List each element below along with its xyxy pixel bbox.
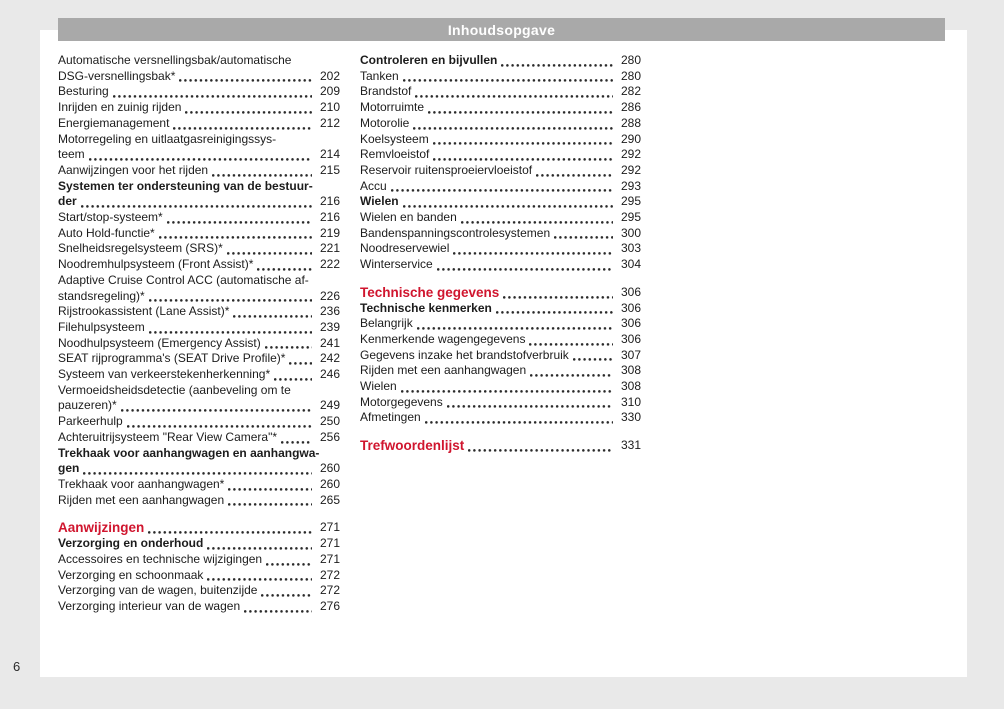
toc-entry-page-number: 292: [620, 162, 641, 177]
toc-entry-label: Trekhaak voor aanhangwagen*: [58, 476, 225, 491]
toc-entry-label: Snelheidsregelsysteem (SRS)*: [58, 241, 223, 256]
toc-entry: [58, 257, 340, 273]
toc-entry-page-number: 215: [319, 162, 340, 177]
dotted-leader: [261, 594, 312, 597]
toc-entry: [360, 316, 641, 332]
toc-entry: [58, 84, 340, 100]
toc-entry: [360, 147, 641, 163]
toc-entry-label: Afmetingen: [360, 410, 421, 425]
dotted-leader: [266, 563, 312, 566]
toc-entry: [58, 367, 340, 383]
toc-entry: [58, 132, 340, 163]
toc-entry-label: Technische kenmerken: [360, 300, 492, 315]
toc-entry-page-number: 210: [319, 100, 340, 115]
toc-entry: [58, 163, 340, 179]
toc-entry-page-number: 295: [620, 210, 641, 225]
dotted-leader: [536, 174, 613, 177]
toc-entry-row: [360, 147, 641, 163]
toc-entry-row: [360, 348, 641, 364]
toc-entry: [58, 241, 340, 257]
toc-entry-page-number: 282: [620, 84, 641, 99]
toc-entry: [360, 363, 641, 379]
dotted-leader: [149, 331, 312, 334]
toc-entry-label: teem: [58, 147, 85, 162]
toc-entry-page-number: 307: [620, 347, 641, 362]
dotted-leader: [159, 236, 312, 239]
toc-entry-label: Bandenspanningscontrolesystemen: [360, 225, 551, 240]
toc-entry-label: Wielen: [360, 379, 397, 394]
toc-entry: [360, 84, 641, 100]
toc-entry-row: [58, 583, 340, 599]
toc-entry-row: [360, 226, 641, 242]
toc-entry: [58, 226, 340, 242]
dotted-leader: [212, 174, 312, 177]
toc-entry-row: [58, 520, 340, 536]
toc-entry-page-number: 280: [620, 68, 641, 83]
toc-entry-row: [360, 69, 641, 85]
toc-entry-label: Koelsysteem: [360, 131, 429, 146]
dotted-leader: [265, 346, 312, 349]
toc-entry-label: Filehulpsysteem: [58, 319, 145, 334]
toc-entry-label: Verzorging en onderhoud: [58, 536, 204, 551]
toc-entry-page-number: 271: [319, 536, 340, 551]
dotted-leader: [415, 95, 613, 98]
toc-entry-row: [58, 461, 340, 477]
toc-entry-row: [58, 536, 340, 552]
toc-entry-row: [360, 116, 641, 132]
toc-entry-label: Accu: [360, 178, 387, 193]
toc-entry-page-number: 306: [620, 331, 641, 346]
toc-entry-label: Brandstof: [360, 84, 412, 99]
toc-entry-label: DSG-versnellingsbak*: [58, 68, 176, 83]
toc-entry-page-number: 272: [319, 567, 340, 582]
toc-entry-row: [58, 568, 340, 584]
toc-entry-label: Wielen en banden: [360, 210, 457, 225]
toc-entry-row: [360, 410, 641, 426]
toc-entry-label: Remvloeistof: [360, 147, 430, 162]
dotted-leader: [468, 449, 613, 452]
toc-entry-label: Systeem van verkeerstekenherkenning*: [58, 367, 271, 382]
toc-entry-row: [360, 332, 641, 348]
toc-entry-row: [58, 257, 340, 273]
toc-entry: [58, 210, 340, 226]
toc-entry: [58, 351, 340, 367]
toc-entry-page-number: 304: [620, 257, 641, 272]
toc-entry-row: [360, 241, 641, 257]
toc-entry-row: [360, 163, 641, 179]
dotted-leader: [428, 111, 613, 114]
toc-entry-row: [58, 493, 340, 509]
toc-entry-label: Achteruitrijsysteem "Rear View Camera"*: [58, 429, 278, 444]
toc-entry: [360, 100, 641, 116]
toc-entry-page-number: 271: [319, 551, 340, 566]
toc-entry-row: [58, 163, 340, 179]
toc-entry-row: [360, 316, 641, 332]
toc-entry: [360, 69, 641, 85]
toc-entry-label: der: [58, 194, 77, 209]
toc-entry-row: [58, 210, 340, 226]
toc-entry-label: Rijden met een aanhangwagen: [58, 492, 225, 507]
toc-entry: [58, 100, 340, 116]
dotted-leader: [274, 378, 312, 381]
toc-entry-label: Motorgegevens: [360, 394, 443, 409]
toc-entry-page-number: 286: [620, 100, 641, 115]
dotted-leader: [554, 236, 613, 239]
dotted-leader: [391, 189, 613, 192]
toc-entry-row: [360, 301, 641, 317]
toc-entry-page-number: 292: [620, 147, 641, 162]
toc-entry-page-number: 209: [319, 84, 340, 99]
toc-entry-page-number: 212: [319, 115, 340, 130]
toc-entry-label: Noodhulpsysteem (Emergency Assist): [58, 335, 261, 350]
toc-entry-row: [360, 379, 641, 395]
toc-entry-page-number: 306: [620, 300, 641, 315]
toc-entry: [360, 332, 641, 348]
toc-entry-label-line: Trekhaak voor aanhangwagen en aanhangwa-: [58, 445, 320, 460]
dotted-leader: [244, 610, 312, 613]
toc-entry: [360, 163, 641, 179]
dotted-leader: [413, 127, 613, 130]
toc-entry-page-number: 306: [620, 284, 641, 299]
toc-entry-row: [360, 132, 641, 148]
dotted-leader: [173, 127, 312, 130]
dotted-leader: [281, 441, 312, 444]
toc-entry-row: [360, 257, 641, 273]
toc-entry: [360, 257, 641, 273]
toc-entry-row: [58, 100, 340, 116]
toc-entry-page-number: 330: [620, 410, 641, 425]
toc-entry-label: Wielen: [360, 194, 399, 209]
toc-entry-page-number: 276: [319, 598, 340, 613]
toc-entry-row: [360, 179, 641, 195]
page-title: Inhoudsopgave: [447, 21, 556, 38]
toc-entry-page-number: 272: [319, 583, 340, 598]
toc-entry-label: Verzorging van de wagen, buitenzijde: [58, 583, 258, 598]
toc-entry-page-number: 216: [319, 194, 340, 209]
toc-entry-label: Auto Hold-functie*: [58, 225, 155, 240]
toc-entry-label: Besturing: [58, 84, 109, 99]
toc-entry-label: Rijden met een aanhangwagen: [360, 363, 527, 378]
toc-entry-label: Noodreservewiel: [360, 241, 450, 256]
toc-entry-row: [58, 477, 340, 493]
toc-entry-row: [58, 116, 340, 132]
toc-entry-label: Belangrijk: [360, 316, 413, 331]
toc-entry-page-number: 271: [319, 520, 340, 535]
toc-entry-row: [360, 53, 641, 69]
toc-entry-row: [360, 363, 641, 379]
dotted-leader: [461, 221, 613, 224]
toc-column-right: [360, 53, 641, 615]
dotted-leader: [417, 327, 613, 330]
toc-entry-label: Energiemanagement: [58, 115, 170, 130]
toc-entry: [360, 53, 641, 69]
toc-entry-row: [58, 552, 340, 568]
toc-entry: [58, 536, 340, 552]
dotted-leader: [148, 531, 312, 534]
toc-entry: [58, 477, 340, 493]
toc-entry-label: Parkeerhulp: [58, 414, 123, 429]
toc-entry-row: [58, 367, 340, 383]
dotted-leader: [501, 64, 613, 67]
toc-entry-label: Trefwoordenlijst: [360, 438, 465, 454]
dotted-leader: [227, 252, 312, 255]
toc-entry-label: gen: [58, 461, 80, 476]
toc-entry-row: [360, 395, 641, 411]
toc-entry-label: Motorruimte: [360, 100, 425, 115]
dotted-leader: [228, 488, 312, 491]
toc-entry-page-number: 290: [620, 131, 641, 146]
toc-entry-label: Start/stop-systeem*: [58, 210, 163, 225]
dotted-leader: [127, 425, 312, 428]
toc-entry: [360, 179, 641, 195]
toc-entry: [360, 116, 641, 132]
toc-entry-page-number: 242: [319, 351, 340, 366]
dotted-leader: [167, 221, 312, 224]
toc-entry-page-number: 216: [319, 210, 340, 225]
dotted-leader: [433, 158, 613, 161]
toc-entry-row: [58, 84, 340, 100]
toc-entry-page-number: 221: [319, 241, 340, 256]
toc-entry-label: Controleren en bijvullen: [360, 53, 498, 67]
toc-entry-page-number: 202: [319, 68, 340, 83]
dotted-leader: [433, 142, 613, 145]
toc-entry: [58, 53, 340, 84]
page-number: 6: [13, 659, 21, 674]
toc-entry-page-number: 293: [620, 178, 641, 193]
toc-entry: [58, 273, 340, 304]
dotted-leader: [113, 95, 312, 98]
toc-entry: [360, 438, 641, 454]
dotted-leader: [403, 205, 613, 208]
toc-entry: [360, 395, 641, 411]
toc-entry-label-line: Motorregeling en uitlaatgasreinigingssys-: [58, 131, 277, 146]
toc-entry-row: [360, 285, 641, 301]
dotted-leader: [228, 503, 312, 506]
toc-entry-row: [360, 210, 641, 226]
dotted-leader: [89, 158, 312, 161]
dotted-leader: [447, 405, 613, 408]
toc-entry-row: [58, 351, 340, 367]
toc-entry-page-number: 306: [620, 316, 641, 331]
toc-entry: [360, 285, 641, 301]
toc-entry: [58, 414, 340, 430]
toc-entry: [360, 410, 641, 426]
toc-entry-page-number: 310: [620, 394, 641, 409]
toc-entry-page-number: 222: [319, 257, 340, 272]
toc-entry: [360, 194, 641, 210]
toc-entry: [58, 552, 340, 568]
dotted-leader: [401, 390, 613, 393]
toc-entry-label: Aanwijzingen: [58, 520, 145, 536]
toc-entry: [360, 348, 641, 364]
toc-entry: [58, 430, 340, 446]
dotted-leader: [121, 409, 312, 412]
toc-entry-page-number: 239: [319, 319, 340, 334]
toc-entry-row: [58, 398, 340, 414]
toc-entry-page-number: 331: [620, 438, 641, 453]
toc-entry: [360, 132, 641, 148]
toc-entry: [58, 320, 340, 336]
toc-entry-page-number: 250: [319, 414, 340, 429]
toc-entry-page-number: 214: [319, 147, 340, 162]
toc-entry-label: pauzeren)*: [58, 398, 117, 413]
toc-entry: [58, 304, 340, 320]
toc-entry-label: Aanwijzingen voor het rijden: [58, 162, 209, 177]
dotted-leader: [179, 79, 312, 82]
dotted-leader: [289, 362, 312, 365]
toc-entry-row: [360, 84, 641, 100]
toc-entry-page-number: 308: [620, 379, 641, 394]
dotted-leader: [83, 472, 312, 475]
toc-entry-row: [360, 194, 641, 210]
dotted-leader: [81, 205, 312, 208]
toc-entry-row: [58, 289, 340, 305]
toc-entry-label: Tanken: [360, 68, 399, 83]
dotted-leader: [573, 358, 613, 361]
toc-entry-label: Kenmerkende wagengegevens: [360, 331, 526, 346]
toc-entry-row: [58, 599, 340, 615]
toc-entry: [58, 568, 340, 584]
toc-entry: [58, 116, 340, 132]
toc-entry-label: Verzorging en schoonmaak: [58, 567, 204, 582]
toc-entry: [58, 179, 340, 210]
toc-columns: [58, 53, 641, 615]
toc-entry-label: Noodremhulpsysteem (Front Assist)*: [58, 257, 254, 272]
toc-entry-row: [360, 438, 641, 454]
dotted-leader: [403, 79, 613, 82]
toc-entry: [58, 493, 340, 509]
toc-entry-label: Inrijden en zuinig rijden: [58, 100, 182, 115]
toc-entry-row: [58, 320, 340, 336]
toc-entry-label-line: Vermoeidsheidsdetectie (aanbeveling om te: [58, 382, 291, 397]
toc-entry-label: Rijstrookassistent (Lane Assist)*: [58, 304, 230, 319]
toc-entry-label: SEAT rijprogramma's (SEAT Drive Profile)*: [58, 351, 286, 366]
dotted-leader: [425, 421, 613, 424]
toc-entry-page-number: 300: [620, 225, 641, 240]
toc-entry-label: Motorolie: [360, 115, 410, 130]
toc-entry: [360, 241, 641, 257]
toc-entry: [360, 210, 641, 226]
toc-entry: [360, 226, 641, 242]
dotted-leader: [233, 315, 312, 318]
toc-entry-row: [58, 304, 340, 320]
toc-entry: [58, 520, 340, 536]
toc-entry-row: [58, 414, 340, 430]
toc-entry-page-number: 260: [319, 461, 340, 476]
toc-entry: [58, 336, 340, 352]
toc-entry-label-line: Adaptive Cruise Control ACC (automatische af-: [58, 272, 309, 287]
toc-entry-label-line: Systemen ter ondersteuning van de bestuur-: [58, 178, 313, 193]
toc-entry-row: [58, 194, 340, 210]
dotted-leader: [530, 374, 613, 377]
toc-entry-row: [58, 241, 340, 257]
toc-entry: [58, 383, 340, 414]
dotted-leader: [453, 252, 613, 255]
toc-entry: [58, 446, 340, 477]
toc-entry-label-line: Automatische versnellingsbak/automatische: [58, 53, 292, 67]
toc-entry-label: Reservoir ruitensproeiervloeistof: [360, 162, 533, 177]
toc-entry-page-number: 288: [620, 115, 641, 130]
dotted-leader: [185, 111, 312, 114]
toc-entry-row: [58, 336, 340, 352]
toc-entry-page-number: 236: [319, 304, 340, 319]
toc-entry-label: Technische gegevens: [360, 284, 500, 300]
dotted-leader: [437, 268, 613, 271]
toc-entry-page-number: 256: [319, 429, 340, 444]
toc-entry-page-number: 303: [620, 241, 641, 256]
dotted-leader: [529, 343, 613, 346]
toc-entry-row: [58, 69, 340, 85]
toc-entry: [58, 599, 340, 615]
dotted-leader: [496, 311, 613, 314]
toc-entry-label: Verzorging interieur van de wagen: [58, 598, 241, 613]
toc-entry-page-number: 241: [319, 335, 340, 350]
toc-entry-page-number: 295: [620, 194, 641, 209]
title-bar: [58, 18, 945, 41]
dotted-leader: [503, 296, 613, 299]
toc-entry-row: [58, 430, 340, 446]
toc-column-left: [58, 53, 340, 615]
toc-entry-row: [58, 147, 340, 163]
toc-entry-page-number: 308: [620, 363, 641, 378]
toc-entry-row: [58, 226, 340, 242]
toc-entry-page-number: 249: [319, 398, 340, 413]
toc-entry-label: Gegevens inzake het brandstofverbruik: [360, 347, 569, 362]
dotted-leader: [207, 578, 312, 581]
toc-entry-page-number: 246: [319, 367, 340, 382]
toc-entry-row: [360, 100, 641, 116]
toc-entry-page-number: 280: [620, 53, 641, 67]
dotted-leader: [207, 547, 312, 550]
toc-entry-label: Winterservice: [360, 257, 433, 272]
toc-entry: [58, 583, 340, 599]
toc-entry: [360, 301, 641, 317]
toc-entry: [360, 379, 641, 395]
toc-entry-label: Accessoires en technische wijzigingen: [58, 551, 263, 566]
toc-entry-page-number: 265: [319, 492, 340, 507]
toc-entry-page-number: 219: [319, 225, 340, 240]
dotted-leader: [257, 268, 312, 271]
dotted-leader: [149, 299, 312, 302]
toc-entry-page-number: 260: [319, 476, 340, 491]
toc-entry-label: standsregeling)*: [58, 288, 145, 303]
toc-entry-page-number: 226: [319, 288, 340, 303]
